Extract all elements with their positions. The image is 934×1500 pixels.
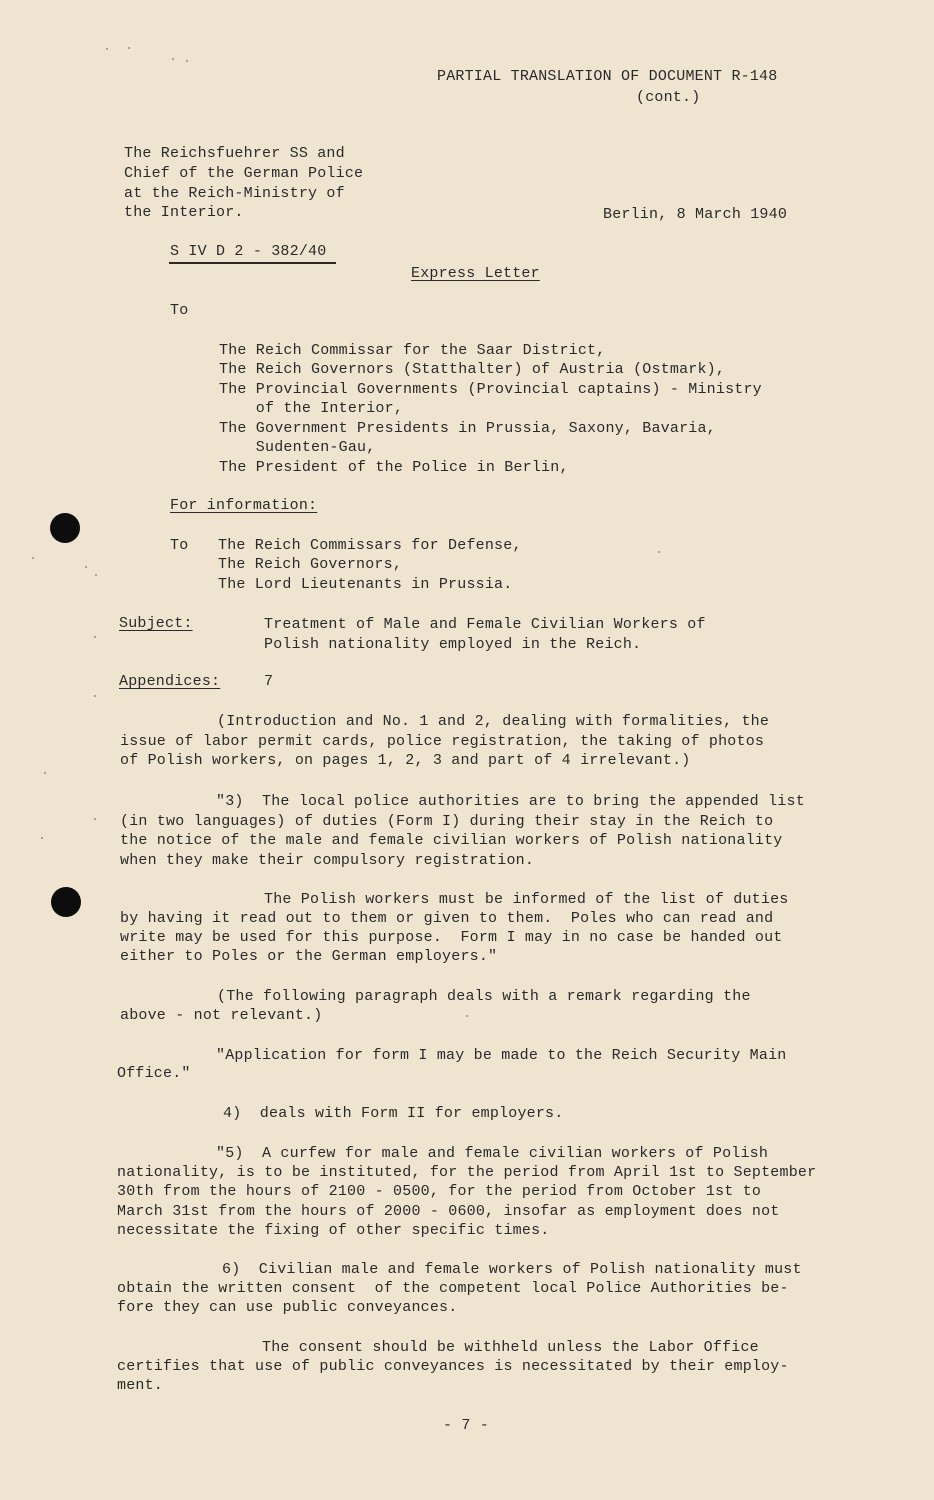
body-line: (The following paragraph deals with a remark regarding the bbox=[217, 988, 751, 1005]
paper-speck bbox=[44, 772, 46, 774]
paper-speck bbox=[94, 818, 96, 820]
paper-speck bbox=[466, 1015, 468, 1017]
subject-line: Treatment of Male and Female Civilian Workers of bbox=[264, 616, 706, 633]
paper-speck bbox=[186, 60, 188, 62]
body-line: fore they can use public conveyances. bbox=[117, 1299, 458, 1316]
paper-speck bbox=[106, 48, 108, 50]
body-line: by having it read out to them or given to them. Poles who can read and bbox=[120, 910, 774, 927]
recipient-line: The Provincial Governments (Provincial captains) - Ministry bbox=[219, 381, 762, 398]
body-line: The consent should be withheld unless the Labor Office bbox=[262, 1339, 759, 1356]
body-line: certifies that use of public conveyances is necessitated by their employ- bbox=[117, 1358, 789, 1375]
paper-speck bbox=[85, 566, 87, 568]
body-line: The Polish workers must be informed of the list of duties bbox=[264, 891, 789, 908]
for-information-line: The Reich Commissars for Defense, bbox=[218, 537, 522, 554]
place-date: Berlin, 8 March 1940 bbox=[603, 206, 788, 223]
body-line: necessitate the fixing of other specific times. bbox=[117, 1222, 550, 1239]
recipient-line: Sudenten-Gau, bbox=[219, 439, 376, 456]
body-line: issue of labor permit cards, police registration, the taking of photos bbox=[120, 733, 765, 750]
body-line: ment. bbox=[117, 1377, 164, 1394]
body-line: 30th from the hours of 2100 - 0500, for the period from October 1st to bbox=[117, 1183, 762, 1200]
body-line: above - not relevant.) bbox=[120, 1007, 323, 1024]
recipient-line: The President of the Police in Berlin, bbox=[219, 459, 569, 476]
body-line: "3) The local police authorities are to bring the appended list bbox=[216, 793, 805, 810]
body-line: 6) Civilian male and female workers of Polish nationality must bbox=[222, 1261, 802, 1278]
for-information-line: The Reich Governors, bbox=[218, 556, 403, 573]
paper-speck bbox=[94, 695, 96, 697]
body-line: the notice of the male and female civilian workers of Polish nationality bbox=[120, 832, 783, 849]
to-label: To bbox=[170, 302, 189, 319]
sender-line: The Reichsfuehrer SS and bbox=[124, 145, 345, 162]
paper-speck bbox=[94, 636, 96, 638]
recipient-line: The Government Presidents in Prussia, Saxony, Bavaria, bbox=[219, 420, 716, 437]
body-line: 4) deals with Form II for employers. bbox=[223, 1105, 564, 1122]
sender-line: Chief of the German Police bbox=[124, 165, 364, 182]
body-line: "Application for form I may be made to the Reich Security Main bbox=[216, 1047, 787, 1064]
appendices-value: 7 bbox=[264, 673, 274, 690]
body-line: (Introduction and No. 1 and 2, dealing with formalities, the bbox=[217, 713, 770, 730]
body-line: obtain the written consent of the competent local Police Authorities be- bbox=[117, 1280, 789, 1297]
body-line: Office." bbox=[117, 1065, 191, 1082]
paper-speck bbox=[128, 47, 130, 49]
for-information-label: For information: bbox=[170, 497, 318, 514]
subject-line: Polish nationality employed in the Reich. bbox=[264, 636, 642, 653]
recipient-line: The Reich Governors (Statthalter) of Austria (Ostmark), bbox=[219, 361, 726, 378]
paper-speck bbox=[32, 557, 34, 559]
paper-speck bbox=[658, 551, 660, 553]
sender-line: the Interior. bbox=[124, 204, 244, 221]
sender-line: at the Reich-Ministry of bbox=[124, 185, 345, 202]
appendices-label: Appendices: bbox=[119, 673, 221, 690]
body-line: either to Poles or the German employers." bbox=[120, 948, 498, 965]
punch-hole-top bbox=[50, 513, 80, 543]
body-line: write may be used for this purpose. Form I may in no case be handed out bbox=[120, 929, 783, 946]
body-line: when they make their compulsory registration. bbox=[120, 852, 535, 869]
for-information-to: To bbox=[170, 537, 189, 554]
page-number: - 7 - bbox=[443, 1417, 490, 1434]
reference-underline bbox=[169, 262, 336, 264]
reference-number: S IV D 2 - 382/40 bbox=[170, 243, 327, 260]
subject-label: Subject: bbox=[119, 615, 193, 632]
paper-speck bbox=[95, 574, 97, 576]
document-header-cont: (cont.) bbox=[636, 89, 701, 106]
recipient-line: of the Interior, bbox=[219, 400, 404, 417]
body-line: of Polish workers, on pages 1, 2, 3 and part of 4 irrelevant.) bbox=[120, 752, 691, 769]
punch-hole-bottom bbox=[51, 887, 81, 917]
letter-type: Express Letter bbox=[411, 265, 540, 282]
body-line: March 31st from the hours of 2000 - 0600, insofar as employment does not bbox=[117, 1203, 780, 1220]
document-header-title: PARTIAL TRANSLATION OF DOCUMENT R-148 bbox=[437, 68, 778, 85]
recipient-line: The Reich Commissar for the Saar District, bbox=[219, 342, 606, 359]
body-line: (in two languages) of duties (Form I) during their stay in the Reich to bbox=[120, 813, 774, 830]
body-line: "5) A curfew for male and female civilian workers of Polish bbox=[216, 1145, 769, 1162]
for-information-line: The Lord Lieutenants in Prussia. bbox=[218, 576, 513, 593]
body-line: nationality, is to be instituted, for the period from April 1st to September bbox=[117, 1164, 817, 1181]
paper-speck bbox=[172, 58, 174, 60]
paper-speck bbox=[41, 837, 43, 839]
